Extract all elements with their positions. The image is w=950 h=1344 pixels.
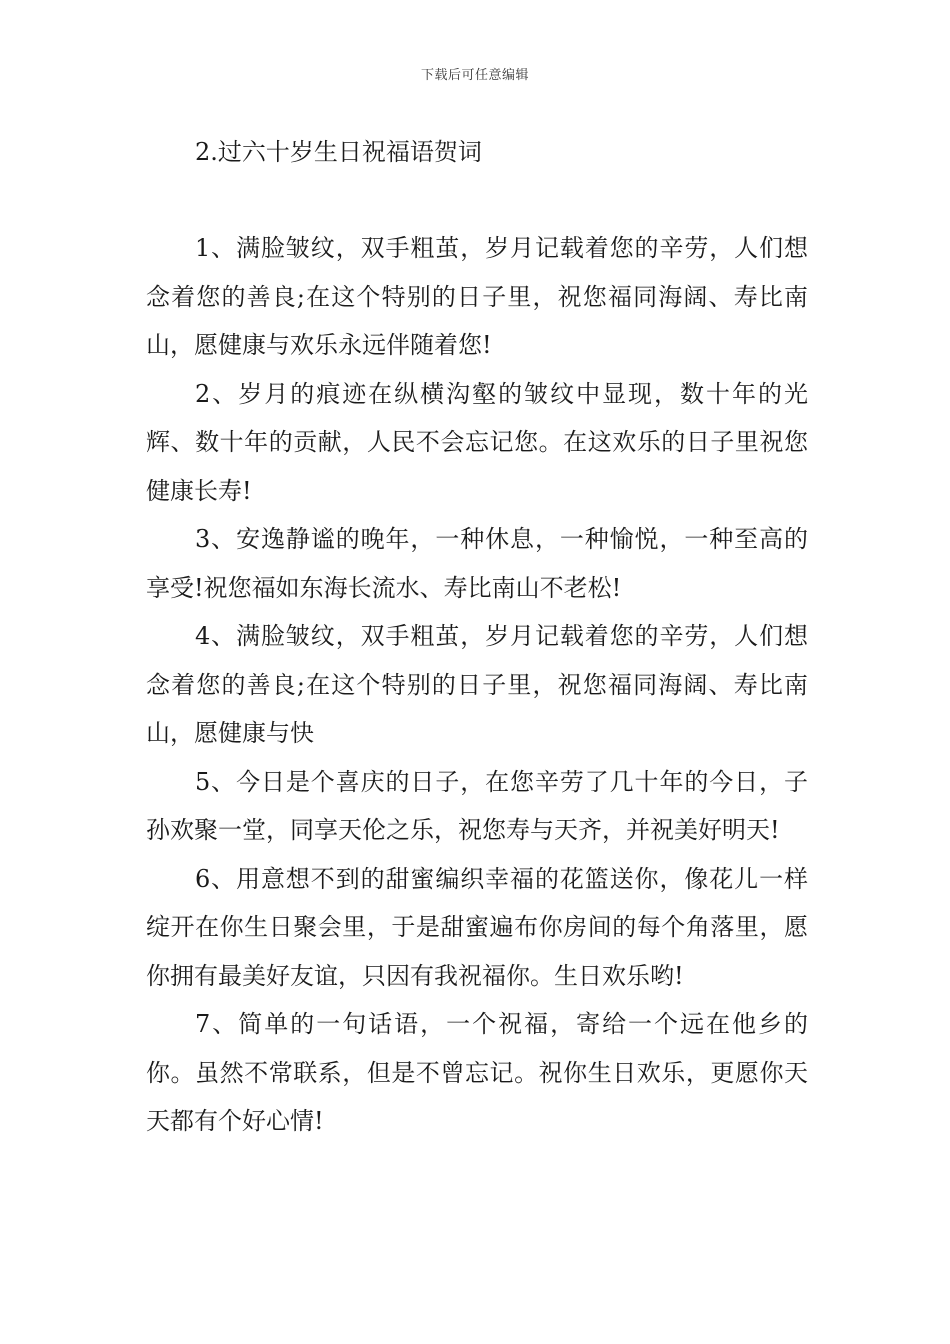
document-title: 2.过六十岁生日祝福语贺词 [195,138,482,166]
paragraph-4: 4、满脸皱纹，双手粗茧，岁月记载着您的辛劳，人们想念着您的善良;在这个特别的日子里，祝您福同海阔、寿比南山，愿健康与快 [146,622,808,747]
document-body [146,224,808,1146]
paragraph-3: 3、安逸静谧的晚年，一种休息，一种愉悦，一种至高的享受!祝您福如东海长流水、寿比南山不老松! [146,525,808,602]
paragraph-5: 5、今日是个喜庆的日子，在您辛劳了几十年的今日，子孙欢聚一堂，同享天伦之乐，祝您寿与天齐，并祝美好明天! [146,767,808,844]
paragraph-7: 7、简单的一句话语，一个祝福，寄给一个远在他乡的你。虽然不常联系，但是不曾忘记。祝你生日欢乐，更愿你天天都有个好心情! [146,1010,808,1135]
paragraph-1: 1、满脸皱纹，双手粗茧，岁月记载着您的辛劳，人们想念着您的善良;在这个特别的日子里，祝您福同海阔、寿比南山，愿健康与欢乐永远伴随着您! [146,234,808,359]
paragraph-2: 2、岁月的痕迹在纵横沟壑的皱纹中显现，数十年的光辉、数十年的贡献，人民不会忘记您。在这欢乐的日子里祝您健康长寿! [146,379,808,505]
page-header-note: 下载后可任意编辑 [420,68,529,83]
paragraph-6: 6、用意想不到的甜蜜编织幸福的花篮送你，像花儿一样绽开在你生日聚会里，于是甜蜜遍布你房间的每个角落里，愿你拥有最美好友谊，只因有我祝福你。生日欢乐哟! [146,864,808,990]
